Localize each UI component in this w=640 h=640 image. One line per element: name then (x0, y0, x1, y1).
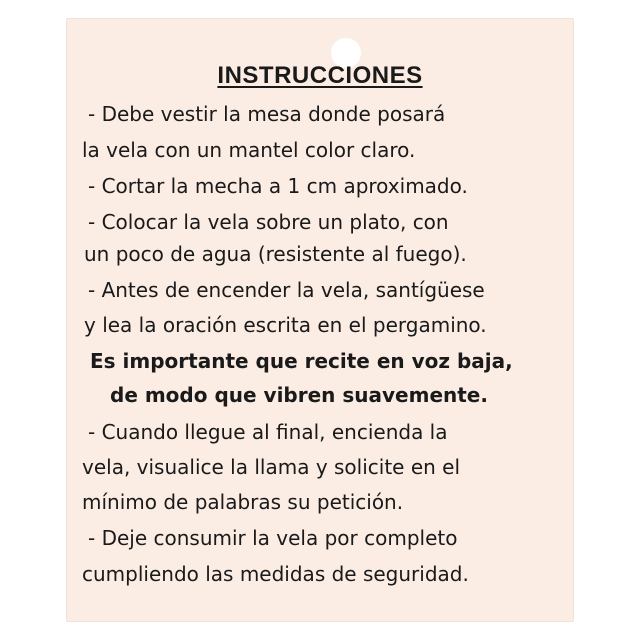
instruction-line: - Cortar la mecha a 1 cm aproximado. (88, 174, 468, 198)
important-note-line: Es importante que recite en voz baja, (90, 349, 513, 373)
instructions-title: INSTRUCCIONES (217, 62, 423, 89)
instruction-line: vela, visualice la llama y solicite en el (82, 455, 461, 479)
instruction-line: un poco de agua (resistente al fuego). (84, 242, 467, 266)
instruction-line: - Deje consumir la vela por completo (88, 526, 458, 550)
instruction-line: - Antes de encender la vela, santígüese (88, 278, 485, 302)
instruction-line: cumpliendo las medidas de seguridad. (82, 562, 469, 586)
instruction-line: - Debe vestir la mesa donde posará (88, 102, 446, 126)
instruction-line: y lea la oración escrita en el pergamino. (84, 313, 487, 337)
instruction-line: la vela con un mantel color claro. (82, 138, 416, 162)
important-note-line: de modo que vibren suavemente. (110, 383, 488, 407)
instruction-line: - Colocar la vela sobre un plato, con (88, 210, 449, 234)
instruction-line: mínimo de palabras su petición. (82, 490, 404, 514)
instruction-line: - Cuando llegue al final, encienda la (88, 420, 448, 444)
